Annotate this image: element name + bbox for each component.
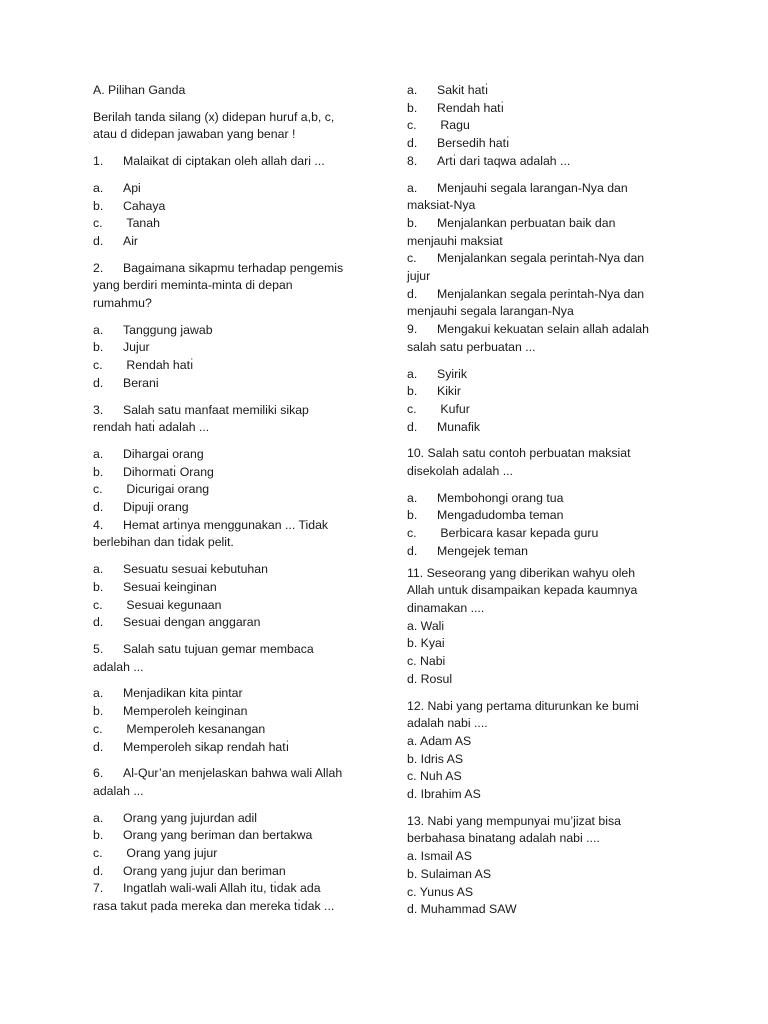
option: d. Dipuji orang <box>93 500 189 515</box>
question-continuation: rumahmu? <box>93 296 152 311</box>
question-continuation: dinamakan .... <box>407 600 485 615</box>
question-continuation: rendah hatı̇ adalah ... <box>93 420 210 435</box>
option: d. Rosul <box>407 671 453 686</box>
left-column <box>93 82 365 916</box>
option: d. Sesuai dengan anggaran <box>93 615 261 630</box>
question-12: 12. Nabi yang pertama diturunkan ke bumi <box>407 698 639 713</box>
option: b. Cahaya <box>93 198 166 213</box>
option: a. Menjauhi segala larangan-Nya dan <box>407 180 628 195</box>
option: d. Menjalankan segala perintah-Nya dan <box>407 286 645 301</box>
option: a. Sesuatu sesuai kebutuhan <box>93 562 268 577</box>
option: c. Kufur <box>407 401 470 416</box>
question-continuation: berbahasa binatang adalah nabi .... <box>407 831 600 846</box>
option: b. Menjalankan perbuatan baik dan <box>407 215 616 230</box>
instructions-line: atau d didepan jawaban yang benar ! <box>93 127 296 142</box>
option: c. Berbicara kasar kepada guru <box>407 526 599 541</box>
option: b. Dihormatı̇ Orang <box>93 464 214 479</box>
question-8: 8. Artı̇ dari taqwa adalah ... <box>407 153 571 168</box>
option: c. Dicurigai orang <box>93 482 210 497</box>
option: a. Sakit hatı̇ <box>407 83 489 97</box>
option: b. Jujur <box>93 340 150 355</box>
question-continuation: adalah nabi .... <box>407 716 488 731</box>
option: a. Ismail AS <box>407 849 472 864</box>
question-9: 9. Mengakui kekuatan selain allah adalah <box>407 322 649 337</box>
option-continuation: menjauhi maksiat <box>407 233 503 248</box>
option: d. Bersedih hatı̇ <box>407 136 510 151</box>
option: c. Menjalankan segala perintah-Nya dan <box>407 251 645 266</box>
section-heading: A. Pilihan Ganda <box>93 83 186 97</box>
option: d. Munafik <box>407 419 481 434</box>
option: d. Muhammad SAW <box>407 902 517 917</box>
question-11: 11. Seseorang yang diberikan wahyu oleh <box>407 565 636 580</box>
option: c. Tanah <box>93 216 160 231</box>
question-continuation: Allah untuk disampaikan kepada kaumnya <box>407 583 638 598</box>
option: d. Berani <box>93 375 159 390</box>
option: b. Sesuai keinginan <box>93 579 217 594</box>
question-continuation: berlebihan dan tı̇dak pelit. <box>93 535 234 550</box>
right-column <box>407 82 669 919</box>
question-continuation: rasa takut pada mereka dan mereka tı̇dak ... <box>93 899 335 914</box>
question-continuation: adalah ... <box>93 783 144 798</box>
option: a. Membohongi orang tua <box>407 490 564 505</box>
question-1: 1. Malaikat di ciptakan oleh allah dari ... <box>93 154 325 169</box>
option: d. Memperoleh sikap rendah hatı̇ <box>93 739 290 754</box>
question-7: 7. Ingatlah wali-wali Allah itu, tı̇dak ada <box>93 881 321 896</box>
option-continuation: menjauhi segala larangan-Nya <box>407 304 574 319</box>
option: d. Ibrahim AS <box>407 787 481 802</box>
option: b. Idris AS <box>407 751 464 766</box>
option: b. Kikir <box>407 384 461 399</box>
question-5: 5. Salah satu tujuan gemar membaca <box>93 641 314 656</box>
option-continuation: maksiat-Nya <box>407 198 476 213</box>
question-10: 10. Salah satu contoh perbuatan maksiat <box>407 446 631 461</box>
question-4: 4. Hemat artı̇nya menggunakan ... Tidak <box>93 517 329 532</box>
option: a. Tanggung jawab <box>93 322 213 337</box>
question-continuation: adalah ... <box>93 659 144 674</box>
option: b. Memperoleh keinginan <box>93 704 248 719</box>
option: a. Wali <box>407 618 445 633</box>
option: a. Dihargai orang <box>93 446 204 461</box>
option: d. Air <box>93 233 139 248</box>
option: d. Mengejek teman <box>407 543 528 558</box>
question-13: 13. Nabi yang mempunyai mu’jizat bisa <box>407 813 621 828</box>
option: c. Rendah hatı̇ <box>93 358 194 373</box>
option: c. Ragu <box>407 118 470 133</box>
option: a. Syirik <box>407 366 468 381</box>
option: c. Yunus AS <box>407 884 474 899</box>
option: b. Mengadudomba teman <box>407 508 564 523</box>
option: a. Api <box>93 180 141 195</box>
option: c. Orang yang jujur <box>93 846 218 861</box>
question-continuation: yang berdiri meminta-minta di depan <box>93 278 293 293</box>
option: c. Nuh AS <box>407 769 462 784</box>
option: b. Orang yang beriman dan bertakwa <box>93 828 313 843</box>
option: c. Nabi <box>407 654 446 669</box>
question-6: 6. Al-Qur’an menjelaskan bahwa wali Allah <box>93 766 343 781</box>
question-2: 2. Bagaimana sikapmu terhadap pengemis <box>93 260 344 275</box>
option: c. Memperoleh kesanangan <box>93 721 266 736</box>
option-continuation: jujur <box>407 269 431 284</box>
instructions-line: Berilah tanda silang (x) didepan huruf a,b, c, <box>93 109 335 124</box>
option: a. Menjadikan kita pintar <box>93 686 243 701</box>
question-continuation: salah satu perbuatan ... <box>407 339 536 354</box>
option: a. Adam AS <box>407 733 472 748</box>
option: b. Sulaiman AS <box>407 866 492 881</box>
option: c. Sesuai kegunaan <box>93 597 222 612</box>
option: a. Orang yang jujurdan adil <box>93 810 257 825</box>
option: b. Kyai <box>407 636 445 651</box>
option: d. Orang yang jujur dan beriman <box>93 863 286 878</box>
option: b. Rendah hatı̇ <box>407 100 505 115</box>
question-continuation: disekolah adalah ... <box>407 464 513 479</box>
question-3: 3. Salah satu manfaat memiliki sikap <box>93 402 309 417</box>
